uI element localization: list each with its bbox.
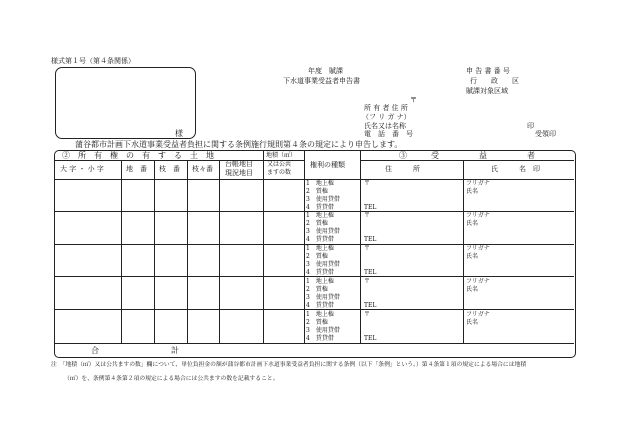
postal-mark: 〒: [364, 245, 371, 252]
tel-label: TEL: [364, 335, 377, 342]
postal-mark: 〒: [364, 311, 371, 318]
furigana-label: （フ リ ガ ナ）: [362, 113, 411, 121]
footnote-line-2: （㎡）を、条例第４条第２項の規定による場合には公共ますの数を記載すること。: [64, 376, 279, 382]
col-line: [219, 160, 220, 343]
col-district: 大 字 ・ 小 字: [60, 165, 104, 173]
furigana-short: フリガナ: [466, 278, 490, 285]
right-type-3: 3 使用貸借: [306, 228, 340, 235]
row-line: [55, 276, 574, 277]
col-chiban: 地 番: [126, 165, 147, 173]
right-type-3: 3 使用貸借: [306, 196, 340, 203]
furigana-short: フリガナ: [466, 180, 490, 187]
footnote-line-1: 注 「地積（㎡）又は公共ますの数」欄について、単位負担金の額が蒲谷都市計画下水道事業受益者負担に関する条例（以下「条例」という。）第４条第１項の規定による場合には地積: [51, 362, 527, 368]
right-type-2: 2 質権: [306, 286, 328, 293]
col-name: 氏 名 印: [491, 165, 540, 173]
name-label: 氏名又は名称: [364, 122, 406, 130]
postal-mark: 〒: [364, 212, 371, 219]
tel-label: TEL: [364, 236, 377, 243]
tel-label: TEL: [364, 204, 377, 211]
col-line: [360, 150, 361, 343]
col-address: 住 所: [385, 165, 420, 173]
col-area-2: 又は公共: [267, 161, 292, 168]
form-id: 様式第１号（第４条関係）: [51, 57, 135, 65]
furigana-short: フリガナ: [466, 212, 490, 219]
year-line: 年度 賦課: [308, 67, 343, 75]
right-type-2: 2 質権: [306, 253, 328, 260]
name-short: 氏名: [466, 220, 479, 227]
filing-number-label: 申 告 書 番 号: [466, 67, 510, 75]
right-type-4: 4 賃貸借: [306, 302, 334, 309]
total-label: 合 計: [91, 346, 179, 355]
col-line: [263, 150, 264, 343]
postal-mark: 〒: [410, 96, 417, 104]
name-short: 氏名: [466, 319, 479, 326]
beneficiary-section-divider: [360, 160, 574, 161]
right-type-4: 4 賃貸借: [306, 269, 334, 276]
phone-label: 電 話 番 号: [364, 130, 413, 138]
right-type-1: 1 地上権: [306, 180, 334, 187]
postal-mark: 〒: [364, 180, 371, 187]
right-type-4: 4 賃貸借: [306, 204, 334, 211]
name-short: 氏名: [466, 253, 479, 260]
name-short: 氏名: [466, 188, 479, 195]
total-row-line: [55, 343, 574, 344]
beneficiary-section-title: ③ 受 益 者: [399, 151, 535, 160]
col-actual-category: 現況地目: [225, 169, 253, 177]
right-type-3: 3 使用貸借: [306, 261, 340, 268]
right-type-3: 3 使用貸借: [306, 327, 340, 334]
page-title: 下水道事業受益者申告書: [283, 77, 360, 85]
right-type-2: 2 質権: [306, 220, 328, 227]
row-line: [55, 309, 574, 310]
col-ledger-category: 台帳地目: [225, 160, 253, 168]
right-type-2: 2 質権: [306, 319, 328, 326]
right-type-3: 3 使用貸借: [306, 294, 340, 301]
right-type-1: 1 地上権: [306, 311, 334, 318]
right-type-4: 4 賃貸借: [306, 335, 334, 342]
right-type-1: 1 地上権: [306, 212, 334, 219]
col-line: [304, 150, 305, 343]
declaration: 蒲谷都市計画下水道事業受益者負担に関する条例施行規則第４条の規定により申告します。: [75, 140, 403, 149]
seal-mark: 印: [527, 122, 534, 130]
right-type-1: 1 地上権: [306, 278, 334, 285]
owner-address-label: 所 有 者 住 所: [364, 104, 408, 112]
right-type-1: 1 地上権: [306, 245, 334, 252]
col-line: [187, 160, 188, 343]
tel-label: TEL: [364, 269, 377, 276]
postal-mark: 〒: [364, 278, 371, 285]
col-right-type: 権利の種類: [310, 161, 345, 169]
tel-label: TEL: [364, 302, 377, 309]
receipt-stamp: 受領印: [535, 130, 556, 138]
addressee-suffix: 様: [175, 129, 183, 138]
col-area-1: 地積（㎡）: [266, 152, 297, 159]
col-edaban: 枝 番: [159, 165, 180, 173]
assessment-area-label: 賦課対象区域: [466, 87, 508, 95]
furigana-short: フリガナ: [466, 245, 490, 252]
ward-label: 行 政 区: [470, 77, 519, 85]
col-line: [463, 160, 464, 343]
col-area-3: ますの数: [267, 169, 292, 176]
land-section-text: ② 所 有 権 の 有 す る 土 地: [62, 151, 214, 160]
col-line: [154, 160, 155, 343]
col-edaedaban: 枝々番: [192, 165, 213, 173]
col-line: [121, 160, 122, 343]
land-section-title: [62, 152, 238, 160]
right-type-2: 2 質権: [306, 188, 328, 195]
name-short: 氏名: [466, 286, 479, 293]
furigana-short: フリガナ: [466, 311, 490, 318]
right-type-4: 4 賃貸借: [306, 236, 334, 243]
